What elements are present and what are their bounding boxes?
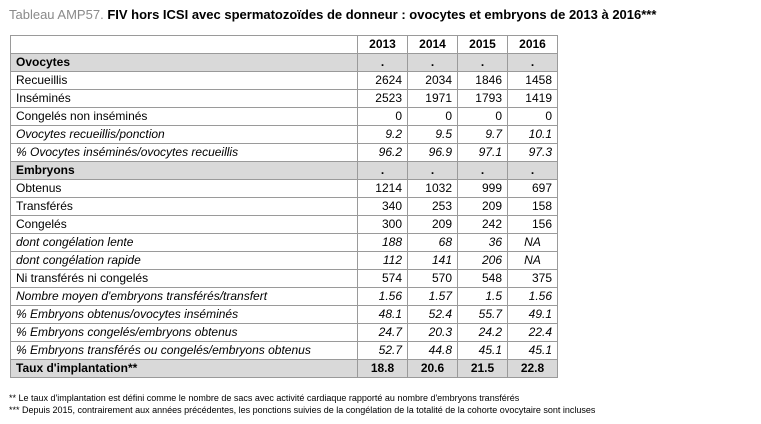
- value-cell: 1032: [408, 180, 458, 198]
- value-cell: .: [508, 162, 558, 180]
- table-row: [11, 72, 558, 90]
- value-cell: 2523: [358, 90, 408, 108]
- row-label: Nombre moyen d'embryons transférés/transfert: [11, 288, 358, 306]
- value-cell: 206: [458, 252, 508, 270]
- value-cell: .: [458, 162, 508, 180]
- value-cell: 574: [358, 270, 408, 288]
- table-row: [11, 216, 558, 234]
- value-cell: 340: [358, 198, 408, 216]
- value-cell: NA: [508, 234, 558, 252]
- year-header: 2013: [358, 36, 408, 54]
- value-cell: 0: [358, 108, 408, 126]
- row-label: % Embryons obtenus/ovocytes inséminés: [11, 306, 358, 324]
- value-cell: 1846: [458, 72, 508, 90]
- value-cell: .: [458, 54, 508, 72]
- value-cell: 1.56: [358, 288, 408, 306]
- value-cell: .: [358, 54, 408, 72]
- value-cell: 1.57: [408, 288, 458, 306]
- table-row: [11, 54, 558, 72]
- table-row: [11, 360, 558, 378]
- value-cell: 156: [508, 216, 558, 234]
- table-row: [11, 144, 558, 162]
- table-row: [11, 180, 558, 198]
- value-cell: 209: [408, 216, 458, 234]
- footnotes: [9, 392, 595, 416]
- value-cell: 9.5: [408, 126, 458, 144]
- row-label: Transférés: [11, 198, 358, 216]
- value-cell: 0: [408, 108, 458, 126]
- row-label: Inséminés: [11, 90, 358, 108]
- value-cell: 570: [408, 270, 458, 288]
- footnote: ** Le taux d'implantation est défini comme le nombre de sacs avec activité cardiaque rapporté au nombre d'embryons transférés: [9, 393, 520, 403]
- value-cell: 697: [508, 180, 558, 198]
- value-cell: 1971: [408, 90, 458, 108]
- value-cell: 97.1: [458, 144, 508, 162]
- table-title-text: FIV hors ICSI avec spermatozoïdes de donneur : ovocytes et embryons de 2013 à 2016***: [107, 7, 657, 22]
- value-cell: 158: [508, 198, 558, 216]
- value-cell: 97.3: [508, 144, 558, 162]
- value-cell: 55.7: [458, 306, 508, 324]
- table-row: [11, 108, 558, 126]
- table-title: [9, 7, 656, 22]
- table-row: [11, 126, 558, 144]
- row-label: % Embryons transférés ou congelés/embryons obtenus: [11, 342, 358, 360]
- value-cell: 253: [408, 198, 458, 216]
- value-cell: 22.8: [508, 360, 558, 378]
- value-cell: 96.2: [358, 144, 408, 162]
- value-cell: 1793: [458, 90, 508, 108]
- table-body: [11, 54, 558, 378]
- table-row: [11, 234, 558, 252]
- value-cell: 24.7: [358, 324, 408, 342]
- row-label: Taux d'implantation**: [11, 360, 358, 378]
- table-row: [11, 90, 558, 108]
- value-cell: 45.1: [458, 342, 508, 360]
- row-label: Ovocytes recueillis/ponction: [11, 126, 358, 144]
- value-cell: 9.2: [358, 126, 408, 144]
- row-label: % Embryons congelés/embryons obtenus: [11, 324, 358, 342]
- header-row: [11, 36, 558, 54]
- year-header: 2014: [408, 36, 458, 54]
- row-label: Ovocytes: [11, 54, 358, 72]
- value-cell: 1.5: [458, 288, 508, 306]
- value-cell: 548: [458, 270, 508, 288]
- value-cell: 96.9: [408, 144, 458, 162]
- data-table: [10, 35, 558, 378]
- row-label: Recueillis: [11, 72, 358, 90]
- row-label: Ni transférés ni congelés: [11, 270, 358, 288]
- header-empty-cell: [11, 36, 358, 54]
- table-row: [11, 198, 558, 216]
- value-cell: 68: [408, 234, 458, 252]
- value-cell: 0: [508, 108, 558, 126]
- value-cell: .: [358, 162, 408, 180]
- value-cell: 52.4: [408, 306, 458, 324]
- value-cell: .: [408, 162, 458, 180]
- table-row: [11, 162, 558, 180]
- value-cell: 45.1: [508, 342, 558, 360]
- value-cell: 21.5: [458, 360, 508, 378]
- value-cell: 300: [358, 216, 408, 234]
- value-cell: 2624: [358, 72, 408, 90]
- value-cell: .: [508, 54, 558, 72]
- row-label: dont congélation rapide: [11, 252, 358, 270]
- value-cell: 48.1: [358, 306, 408, 324]
- value-cell: .: [408, 54, 458, 72]
- value-cell: 1419: [508, 90, 558, 108]
- row-label: Congelés: [11, 216, 358, 234]
- value-cell: 2034: [408, 72, 458, 90]
- row-label: Congelés non inséminés: [11, 108, 358, 126]
- footnote: *** Depuis 2015, contrairement aux années précédentes, les ponctions suivies de la congélation de la totalité de la cohorte ovocytaire sont incluses: [9, 405, 596, 415]
- value-cell: 9.7: [458, 126, 508, 144]
- value-cell: 52.7: [358, 342, 408, 360]
- value-cell: 20.3: [408, 324, 458, 342]
- value-cell: 188: [358, 234, 408, 252]
- value-cell: 1.56: [508, 288, 558, 306]
- year-header: 2015: [458, 36, 508, 54]
- value-cell: 36: [458, 234, 508, 252]
- value-cell: 242: [458, 216, 508, 234]
- value-cell: 209: [458, 198, 508, 216]
- table-row: [11, 306, 558, 324]
- value-cell: 10.1: [508, 126, 558, 144]
- row-label: % Ovocytes inséminés/ovocytes recueillis: [11, 144, 358, 162]
- value-cell: 1214: [358, 180, 408, 198]
- value-cell: 141: [408, 252, 458, 270]
- value-cell: 0: [458, 108, 508, 126]
- value-cell: 22.4: [508, 324, 558, 342]
- value-cell: 20.6: [408, 360, 458, 378]
- row-label: dont congélation lente: [11, 234, 358, 252]
- value-cell: 18.8: [358, 360, 408, 378]
- table-row: [11, 342, 558, 360]
- table-row: [11, 270, 558, 288]
- value-cell: 112: [358, 252, 408, 270]
- year-header: 2016: [508, 36, 558, 54]
- value-cell: 375: [508, 270, 558, 288]
- value-cell: 1458: [508, 72, 558, 90]
- table-row: [11, 252, 558, 270]
- row-label: Embryons: [11, 162, 358, 180]
- row-label: Obtenus: [11, 180, 358, 198]
- value-cell: 24.2: [458, 324, 508, 342]
- table-id: Tableau AMP57.: [9, 7, 104, 22]
- table-row: [11, 324, 558, 342]
- value-cell: NA: [508, 252, 558, 270]
- value-cell: 44.8: [408, 342, 458, 360]
- table-row: [11, 288, 558, 306]
- value-cell: 999: [458, 180, 508, 198]
- value-cell: 49.1: [508, 306, 558, 324]
